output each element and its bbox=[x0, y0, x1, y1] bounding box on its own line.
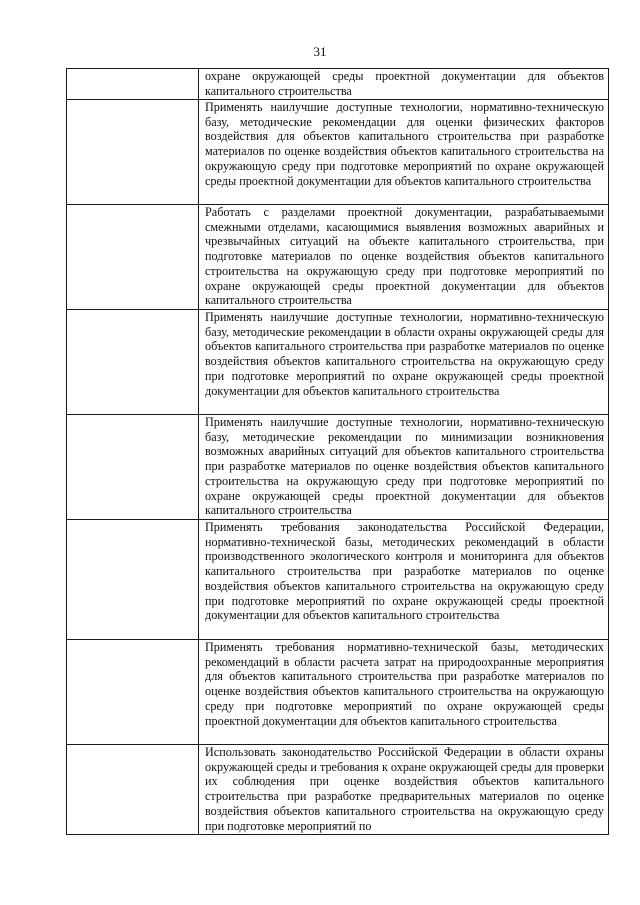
requirement-text: охране окружающей среды проектной документации для объектов капитального строительства bbox=[205, 69, 604, 98]
table-cell-right bbox=[199, 745, 609, 835]
table-cell-right bbox=[199, 100, 609, 205]
table-cell-left bbox=[67, 100, 199, 205]
table-row bbox=[67, 100, 609, 205]
table-cell-right bbox=[199, 640, 609, 745]
table-row bbox=[67, 415, 609, 520]
requirement-text: Применять наилучшие доступные технологии, нормативно-техническую базу, методические рекомендации для оценки физических факторов воздействия для объектов капитального строительства при разработке материалов по оценке воздействия объектов капитального строительства на окружающую среду при подготовке мероприятий по охране окружающей среды проектной документации для объектов капитального строительства bbox=[205, 100, 604, 188]
table-cell-left bbox=[67, 69, 199, 100]
requirement-text: Применять наилучшие доступные технологии, нормативно-техническую базу, методические рекомендации по минимизации возникновения возможных аварийных ситуаций для объектов капитального строительства при разработке материалов по оценке воздействия объектов капитального строительства на окружающую среду при подготовке мероприятий по охране окружающей среды проектной документации для объектов капитального строительства bbox=[205, 415, 604, 518]
table-cell-left bbox=[67, 745, 199, 835]
table-row bbox=[67, 520, 609, 640]
table-cell-right bbox=[199, 310, 609, 415]
table-row bbox=[67, 745, 609, 835]
table-row bbox=[67, 310, 609, 415]
table-cell-right bbox=[199, 520, 609, 640]
table-cell-left bbox=[67, 310, 199, 415]
table-cell-left bbox=[67, 520, 199, 640]
table-row bbox=[67, 69, 609, 100]
requirement-text: Применять наилучшие доступные технологии, нормативно-техническую базу, методические рекомендации в области охраны окружающей среды для объектов капитального строительства при разработке материалов по оценке воздействия объектов капитального строительства на окружающую среду при подготовке мероприятий по охране окружающей среды проектной документации для объектов капитального строительства bbox=[205, 310, 604, 398]
table-cell-left bbox=[67, 205, 199, 310]
table-cell-right bbox=[199, 69, 609, 100]
table-cell-right bbox=[199, 415, 609, 520]
table-cell-right bbox=[199, 205, 609, 310]
requirement-text: Работать с разделами проектной документации, разрабатываемыми смежными отделами, касающимися выявления возможных аварийных и чрезвычайных ситуаций на объекте капитального строительства, при подготовке материалов по оценке воздействия объектов капитального строительства на окружающую среду при подготовке мероприятий по охране окружающей среды проектной документации для объектов капитального строительства bbox=[205, 205, 604, 308]
table-row bbox=[67, 640, 609, 745]
requirement-text: Использовать законодательство Российской Федерации в области охраны окружающей среды и требования к охране окружающей среды для проверки их соблюдения при оценке воздействия объектов капитального строительства при разработке предварительных материалов по оценке воздействия объектов капитального строительства на окружающую среду при подготовке мероприятий по bbox=[205, 745, 604, 833]
table-row bbox=[67, 205, 609, 310]
table-cell-left bbox=[67, 640, 199, 745]
page-number: 31 bbox=[313, 44, 327, 59]
requirement-text: Применять требования нормативно-технической базы, методических рекомендаций в области расчета затрат на природоохранные мероприятия для объектов капитального строительства при разработке материалов по оценке воздействия объектов капитального строительства на окружающую среду при подготовке мероприятий по охране окружающей среды проектной документации для объектов капитального строительства bbox=[205, 640, 604, 728]
requirement-text: Применять требования законодательства Российской Федерации, нормативно-технической базы, методических рекомендаций в области производственного экологического контроля и мониторинга для объектов капитального строительства при разработке материалов по оценке воздействия объектов капитального строительства на окружающую среду при подготовке мероприятий по охране окружающей среды проектной документации для объектов капитального строительства bbox=[205, 520, 604, 623]
competency-table bbox=[66, 68, 609, 835]
table-cell-left bbox=[67, 415, 199, 520]
